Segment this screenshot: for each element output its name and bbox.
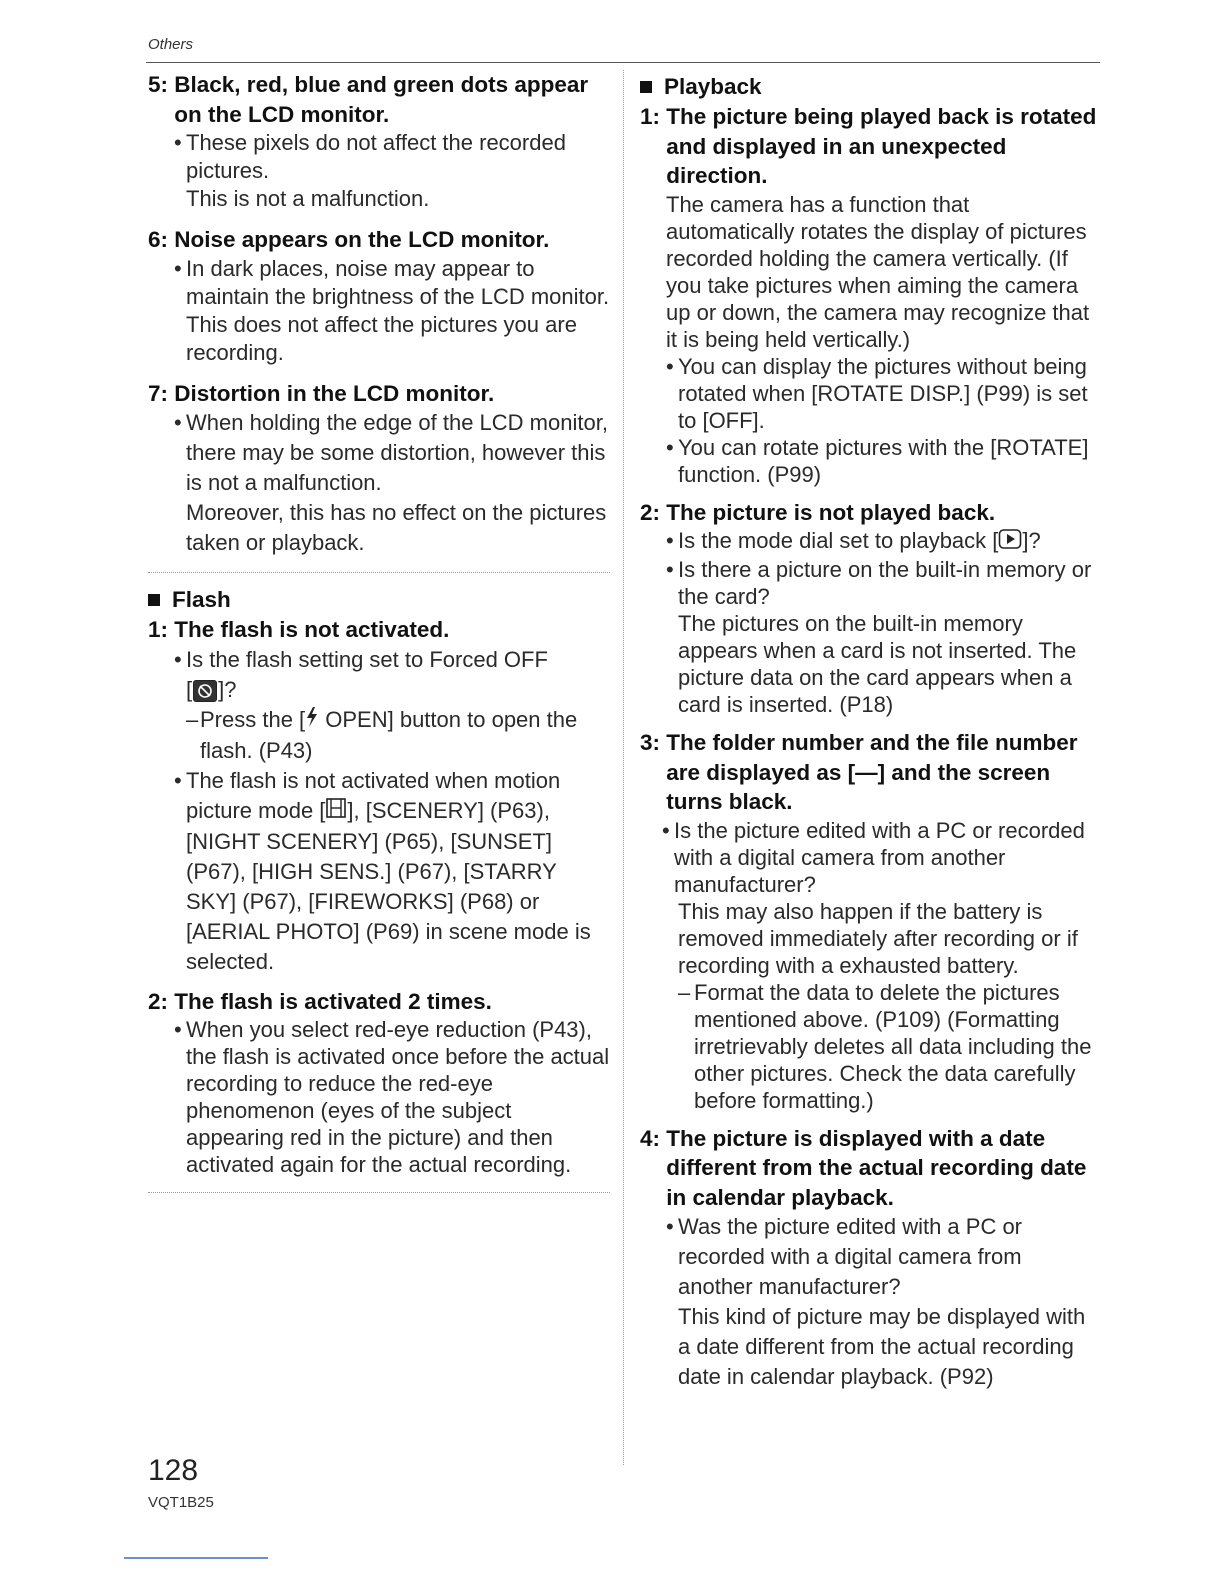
answer-note: This may also happen if the battery is removed immediately after recording or if recording with a exhausted battery.: [678, 898, 1078, 978]
question-heading: [148, 225, 610, 255]
bullet-dot-icon: •: [174, 1017, 182, 1043]
question-heading: [640, 728, 1100, 817]
bullet-text: When holding the edge of the LCD monitor, there may be some distortion, however this is not a malfunction.: [186, 410, 608, 495]
question-heading: [148, 987, 610, 1017]
answer-note: This does not affect the pictures you are recording.: [186, 311, 577, 365]
section-heading-flash: [148, 585, 610, 615]
question-title: The picture being played back is rotated and displayed in an unexpected direction.: [666, 104, 1097, 188]
faq-item-calendar-date: [640, 1124, 1100, 1393]
answer-bullet: [174, 766, 610, 977]
left-column: [148, 70, 610, 1205]
subitem-text-part: Press the [: [200, 706, 306, 732]
model-code: VQT1B25: [148, 1494, 214, 1511]
answer-body: The camera has a function that automatically rotates the display of pictures recorded holding the camera vertically. (If you take pictures when aiming the camera up or down, the camera may recognize that it is being held vertically.): [666, 191, 1090, 352]
bullet-dot-icon: •: [662, 817, 670, 843]
bullet-text: These pixels do not affect the recorded pictures.: [186, 130, 566, 183]
question-heading: [640, 498, 1100, 528]
question-number: 1:: [148, 617, 175, 642]
flash-bolt-icon: [305, 706, 319, 736]
answer-note: Moreover, this has no effect on the pictures taken or playback.: [186, 500, 607, 555]
subitem-text-part: OPEN] button to open the flash. (P43): [200, 706, 578, 763]
question-number: 3:: [640, 730, 667, 756]
question-title: Noise appears on the LCD monitor.: [174, 227, 550, 252]
answer-bullet: [174, 408, 610, 498]
section-divider: [148, 1192, 610, 1193]
question-number: 2:: [148, 988, 175, 1014]
bullet-text: [678, 527, 1100, 556]
bullet-dot-icon: •: [666, 557, 674, 583]
question-title: The flash is not activated.: [174, 617, 450, 642]
bullet-text: Is there a picture on the built-in memory or the card?: [678, 557, 1092, 610]
answer-bullet: [174, 1016, 610, 1178]
dash-mark: –: [186, 706, 199, 732]
question-heading: [148, 615, 610, 645]
page-number: 128: [148, 1454, 199, 1487]
section-title: Flash: [172, 587, 231, 612]
question-heading: [148, 70, 610, 129]
question-title: The picture is displayed with a date different from the actual recording date in calendar playback.: [666, 1125, 1087, 1210]
bullet-dot-icon: •: [666, 434, 674, 460]
answer-bullet: [174, 645, 610, 705]
bullet-text-part: [: [186, 676, 193, 702]
answer-note: The pictures on the built-in memory appears when a card is not inserted. The picture data on the card appears when a card is inserted. (P18): [678, 611, 1077, 718]
subitem-text: [200, 705, 610, 766]
faq-item-rotated-playback: [640, 102, 1100, 488]
bullet-text: When you select red-eye reduction (P43), the flash is activated once before the actual recording to reduce the red-eye phenomenon (eyes of the subject appearing red in the picture) and then activated again for the actual recording.: [186, 1017, 610, 1178]
question-title: The flash is activated 2 times.: [174, 988, 492, 1014]
question-heading: [640, 102, 1100, 191]
bullet-dot-icon: •: [666, 528, 674, 553]
faq-item-lcd-dots: [148, 70, 610, 213]
bullet-text: You can display the pictures without being rotated when [ROTATE DISP.] (P99) is set to [OFF].: [678, 353, 1088, 433]
section-heading-playback: [640, 72, 1100, 102]
bullet-dot-icon: •: [174, 255, 182, 281]
answer-subitem: [678, 979, 1100, 1114]
question-number: 1:: [640, 104, 667, 129]
answer-bullet: [174, 255, 610, 311]
section-square-icon: [640, 81, 652, 93]
answer-bullet: [666, 527, 1100, 556]
bullet-dot-icon: •: [174, 410, 182, 435]
bullet-text: Was the picture edited with a PC or recorded with a digital camera from another manufacturer?: [678, 1214, 1023, 1300]
bullet-text-part: ], [SCENERY] (P63), [NIGHT SCENERY] (P65), [SUNSET] (P67), [HIGH SENS.] (P67), [STARRY SKY] (P67), [FIREWORKS] (P68) or [AERIAL PHOTO] (P69) in scene mode is selected.: [186, 797, 591, 974]
bullet-text-part: Is the flash setting set to Forced OFF: [186, 646, 548, 672]
question-number: 6:: [148, 227, 175, 252]
faq-item-flash-not-activated: [148, 615, 610, 977]
question-heading: [148, 379, 610, 409]
answer-subitem: [186, 705, 610, 766]
bullet-text-part: The flash is not activated when motion picture mode [: [186, 767, 561, 823]
bullet-text-part: ]?: [1022, 528, 1041, 553]
bullet-text: [186, 645, 610, 705]
faq-item-folder-number-black: [640, 728, 1100, 1114]
bullet-dot-icon: •: [666, 1214, 674, 1240]
bullet-dot-icon: •: [174, 130, 182, 155]
bullet-text-part: Is the mode dial set to playback [: [678, 528, 999, 553]
answer-note: This kind of picture may be displayed with a date different from the actual recording date in calendar playback. (P92): [678, 1304, 1086, 1390]
faq-item-flash-twice: [148, 987, 610, 1179]
playback-mode-icon: [998, 528, 1022, 556]
question-number: 2:: [640, 499, 667, 525]
column-divider: [623, 70, 624, 1465]
bullet-dot-icon: •: [174, 767, 182, 793]
question-title: The picture is not played back.: [666, 499, 996, 525]
question-title: The folder number and the file number are displayed as [—] and the screen turns black.: [666, 730, 1078, 815]
bullet-text: [186, 766, 610, 977]
answer-bullet: [666, 434, 1100, 488]
bullet-dot-icon: •: [174, 646, 182, 672]
answer-note: This is not a malfunction.: [186, 186, 430, 211]
flash-forced-off-icon: [193, 680, 217, 702]
dash-mark: –: [678, 979, 691, 1005]
answer-bullet: [662, 817, 1100, 898]
section-title: Playback: [664, 74, 762, 99]
section-divider: [148, 572, 610, 573]
bullet-dot-icon: •: [666, 353, 674, 379]
bullet-text: Is the picture edited with a PC or recorded with a digital camera from another manufacturer?: [674, 817, 1085, 897]
faq-item-lcd-distortion: [148, 379, 610, 559]
question-title: Distortion in the LCD monitor.: [174, 380, 495, 406]
faq-item-lcd-noise: [148, 225, 610, 367]
bullet-text: In dark places, noise may appear to maintain the brightness of the LCD monitor.: [186, 255, 610, 309]
header-rule: [146, 62, 1100, 63]
bottom-accent-line: [124, 1557, 268, 1559]
section-header-label: Others: [148, 36, 194, 53]
question-number: 7:: [148, 380, 175, 406]
subitem-text: Format the data to delete the pictures mentioned above. (P109) (Formatting irretrievably deletes all data including the other pictures. Check the data carefully before formatting.): [694, 979, 1092, 1113]
right-column: [640, 70, 1100, 1400]
section-square-icon: [148, 594, 160, 606]
bullet-text-part: ]?: [218, 676, 237, 702]
answer-bullet: [666, 556, 1100, 610]
motion-picture-mode-icon: [325, 797, 347, 827]
answer-bullet: [174, 129, 610, 185]
question-heading: [640, 1124, 1100, 1213]
question-title: Black, red, blue and green dots appear on the LCD monitor.: [174, 72, 589, 127]
bullet-text: You can rotate pictures with the [ROTATE] function. (P99): [678, 434, 1089, 487]
question-number: 5:: [148, 72, 175, 97]
faq-item-not-played-back: [640, 498, 1100, 719]
answer-bullet: [666, 1212, 1100, 1302]
question-number: 4:: [640, 1125, 667, 1151]
answer-bullet: [666, 353, 1100, 434]
